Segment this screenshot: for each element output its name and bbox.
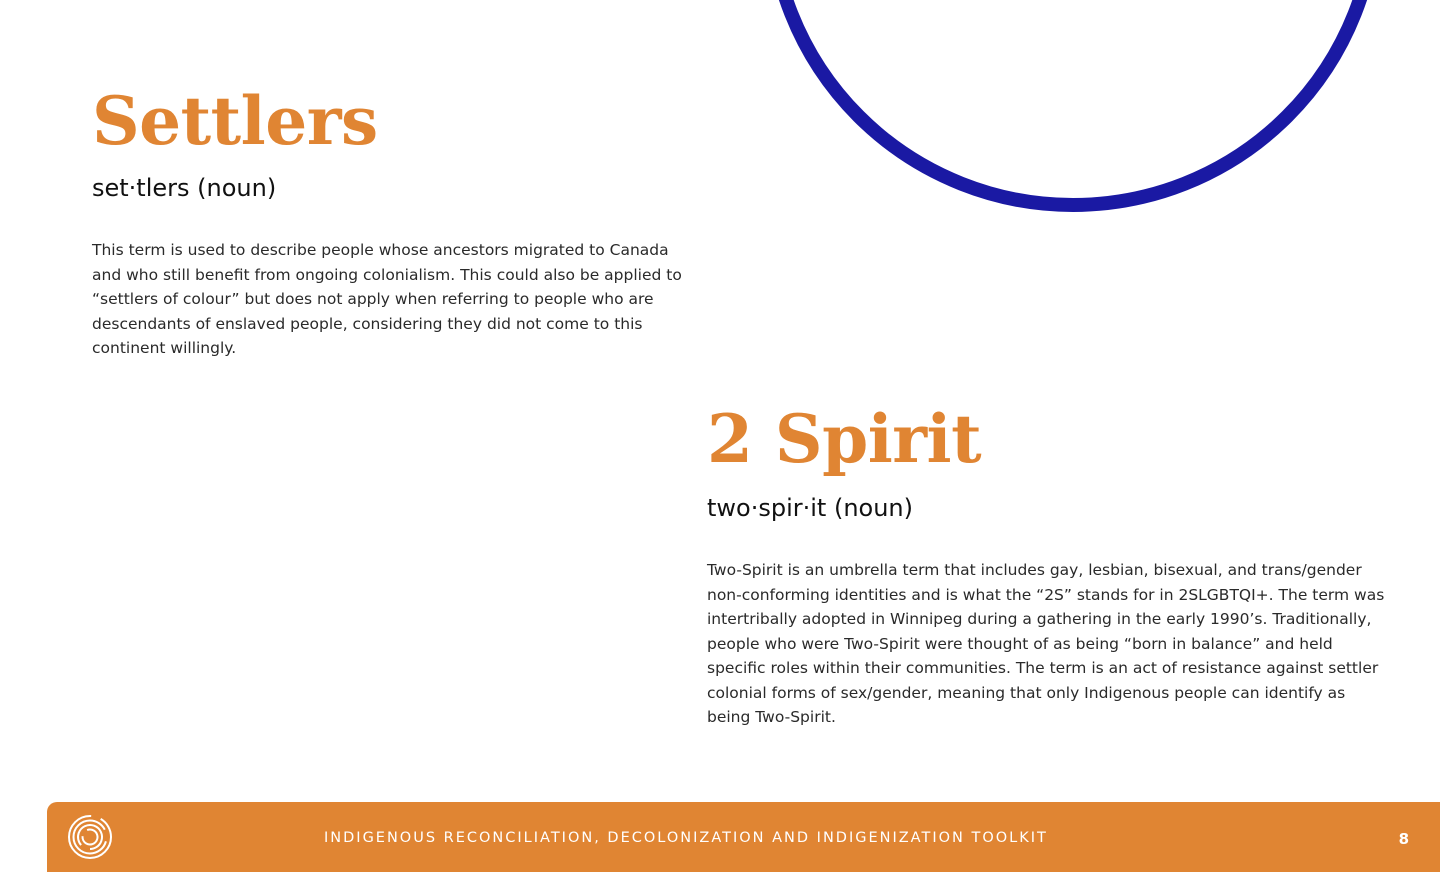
term-description: This term is used to describe people whose ancestors migrated to Canada and who still benefit from ongoing colonialism. This could also be applied to “settlers of colour” but does not apply when referring to people who are descendants of enslaved people, considering they did not come to this continent willingly.	[92, 241, 682, 357]
footer-title: INDIGENOUS RECONCILIATION, DECOLONIZATION AND INDIGENIZATION TOOLKIT	[324, 830, 1048, 846]
term-settlers	[92, 82, 692, 361]
term-pronunciation: two·spir·it (noun)	[707, 494, 914, 522]
term-title: 2 Spirit	[707, 400, 982, 478]
page-number: 8	[1398, 830, 1409, 848]
term-title: Settlers	[92, 82, 378, 160]
term-pronunciation: set·tlers (noun)	[92, 174, 277, 202]
concentric-circles-logo-icon	[67, 814, 113, 860]
page-footer	[47, 802, 1440, 872]
term-two-spirit	[707, 400, 1387, 730]
term-description: Two-Spirit is an umbrella term that includes gay, lesbian, bisexual, and trans/gender non-conforming identities and is what the “2S” stands for in 2SLGBTQI+. The term was intertribally adopted in Winnipeg during a gathering in the early 1990’s. Traditionally, people who were Two-Spirit were thought of as being “born in balance” and held specific roles within their communities. The term is an act of resistance against settler colonial forms of sex/gender, meaning that only Indigenous people can identify as being Two-Spirit.	[707, 561, 1385, 726]
decorative-circle-icon	[763, 0, 1383, 212]
